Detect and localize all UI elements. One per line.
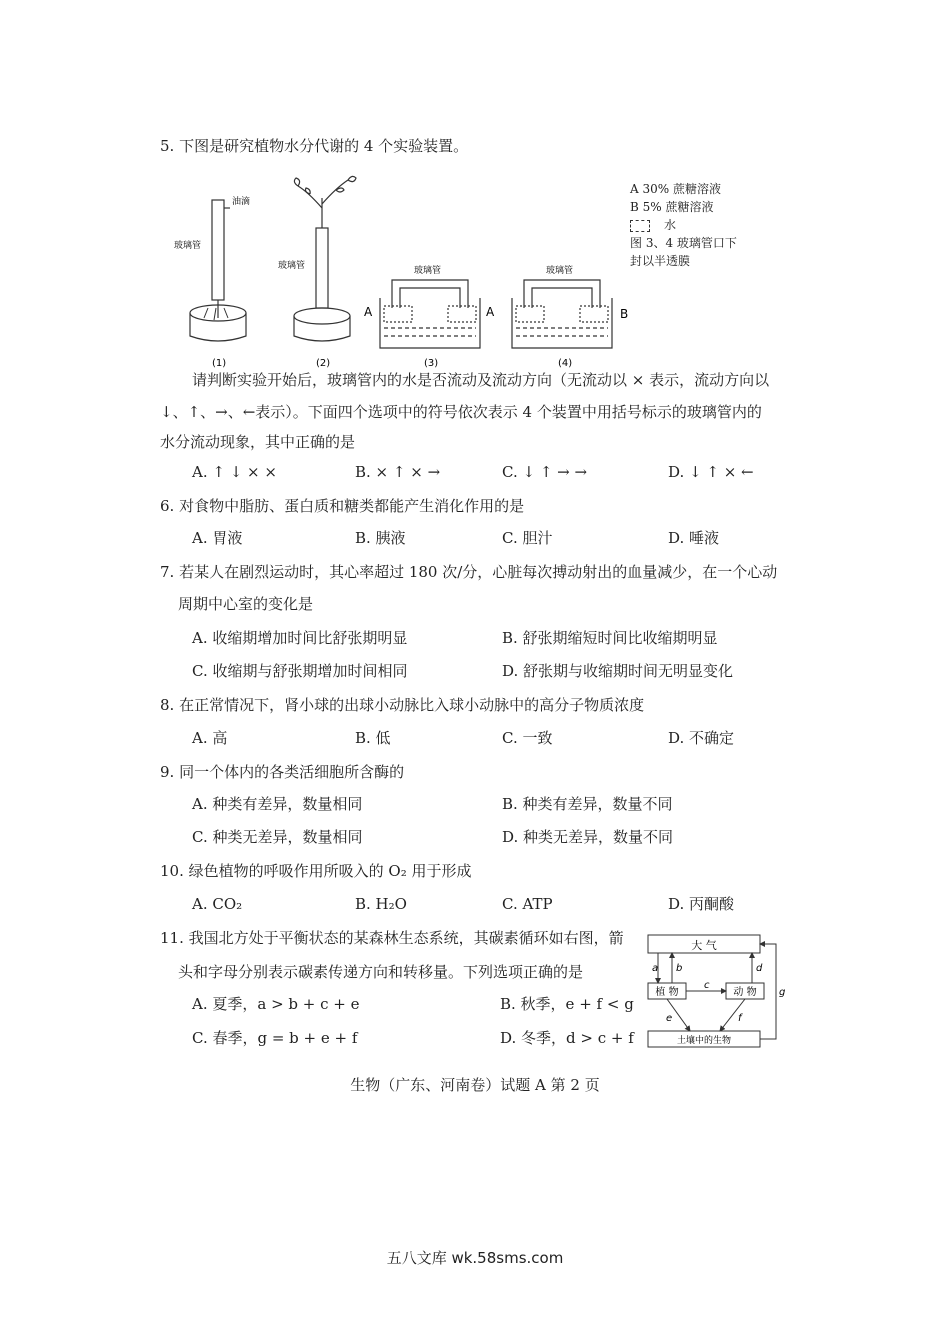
q6-option-d: D. 唾液 bbox=[668, 529, 720, 547]
legend-note-1: 图 3、4 玻璃管口下 bbox=[630, 236, 737, 250]
q7-stem2: 周期中心室的变化是 bbox=[178, 595, 314, 613]
label-g: g bbox=[779, 987, 786, 998]
arrow-g bbox=[760, 944, 776, 1039]
q7-option-a: A. 收缩期增加时间比舒张期明显 bbox=[192, 629, 408, 647]
watermark: 五八文库 wk.58sms.com bbox=[386, 1249, 564, 1267]
glass-tube-label-1: 玻璃管 bbox=[174, 241, 202, 251]
q10-stem: 10. 绿色植物的呼吸作用所吸入的 O₂ 用于形成 bbox=[160, 862, 472, 880]
label-A-right: A bbox=[486, 305, 495, 319]
label-A-left: A bbox=[364, 305, 373, 319]
q5-option-b: B. × ↑ × → bbox=[355, 463, 441, 481]
q6-option-c: C. 胆汁 bbox=[502, 529, 553, 547]
num-4: (4) bbox=[558, 358, 573, 369]
q9-option-b: B. 种类有差异，数量不同 bbox=[502, 795, 673, 813]
device-1 bbox=[190, 200, 246, 341]
q7-stem: 7. 若某人在剧烈运动时，其心率超过 180 次/分，心脏每次搏动射出的血量减少，在一个心动 bbox=[160, 563, 778, 581]
q5-stem: 5. 下图是研究植物水分代谢的 4 个实验装置。 bbox=[160, 137, 469, 155]
atmosphere-label: 大 气 bbox=[691, 939, 717, 952]
q11-option-d: D. 冬季，d > c + f bbox=[500, 1029, 634, 1047]
label-a: a bbox=[652, 963, 659, 974]
legend-water: 水 bbox=[630, 216, 737, 234]
q5-legend bbox=[630, 180, 737, 270]
carbon-cycle-diagram bbox=[640, 925, 790, 1055]
q11-option-b: B. 秋季，e + f < g bbox=[500, 995, 634, 1013]
q5-option-d: D. ↓ ↑ × ← bbox=[668, 463, 754, 481]
q5-line1: 请判断实验开始后，玻璃管内的水是否流动及流动方向（无流动以 × 表示，流动方向以 bbox=[192, 371, 770, 389]
q10-option-d: D. 丙酮酸 bbox=[668, 895, 735, 913]
label-c: c bbox=[704, 980, 710, 991]
num-3: (3) bbox=[424, 358, 439, 369]
label-B-right: B bbox=[620, 307, 629, 321]
q5-option-c: C. ↓ ↑ → → bbox=[502, 463, 588, 481]
device-3 bbox=[380, 280, 480, 348]
q6-option-b: B. 胰液 bbox=[355, 529, 406, 547]
q8-option-c: C. 一致 bbox=[502, 729, 553, 747]
label-f: f bbox=[738, 1013, 742, 1024]
q9-stem: 9. 同一个体内的各类活细胞所含酶的 bbox=[160, 763, 405, 781]
q9-option-c: C. 种类无差异，数量相同 bbox=[192, 828, 363, 846]
q11-option-a: A. 夏季，a > b + c + e bbox=[192, 995, 360, 1013]
q5-line2: ↓、↑、→、←表示）。下面四个选项中的符号依次表示 4 个装置中用括号标示的玻璃管内的 bbox=[160, 403, 762, 421]
page-footer: 生物（广东、河南卷）试题 A 第 2 页 bbox=[350, 1076, 600, 1094]
q10-option-c: C. ATP bbox=[502, 895, 553, 913]
q10-option-a: A. CO₂ bbox=[192, 895, 243, 913]
legend-a: A 30% 蔗糖溶液 bbox=[630, 182, 721, 196]
q8-stem: 8. 在正常情况下，肾小球的出球小动脉比入球小动脉中的高分子物质浓度 bbox=[160, 696, 645, 714]
q8-option-d: D. 不确定 bbox=[668, 729, 735, 747]
q11-option-c: C. 春季，g = b + e + f bbox=[192, 1029, 358, 1047]
device-4 bbox=[512, 280, 612, 348]
num-1: (1) bbox=[212, 358, 227, 369]
plant-label: 植 物 bbox=[655, 987, 679, 998]
q5-option-a: A. ↑ ↓ × × bbox=[192, 463, 277, 481]
soil-label: 土壤中的生物 bbox=[676, 1036, 732, 1046]
oil-label: 油滴 bbox=[232, 197, 251, 207]
glass-tube-label-2: 玻璃管 bbox=[278, 261, 306, 271]
q11-stem2: 头和字母分别表示碳素传递方向和转移量。下列选项正确的是 bbox=[178, 963, 584, 981]
num-2: (2) bbox=[316, 358, 331, 369]
q10-option-b: B. H₂O bbox=[355, 895, 407, 913]
q11-stem: 11. 我国北方处于平衡状态的某森林生态系统，其碳素循环如右图，箭 bbox=[160, 929, 624, 947]
q8-option-a: A. 高 bbox=[192, 729, 228, 747]
glass-tube-label-3: 玻璃管 bbox=[414, 266, 442, 276]
label-b: b bbox=[676, 963, 683, 974]
legend-note-2: 封以半透膜 bbox=[630, 254, 691, 268]
glass-tube-label-4: 玻璃管 bbox=[546, 266, 574, 276]
q7-option-d: D. 舒张期与收缩期时间无明显变化 bbox=[502, 662, 734, 680]
label-d: d bbox=[756, 963, 763, 974]
q8-option-b: B. 低 bbox=[355, 729, 391, 747]
animal-label: 动 物 bbox=[733, 987, 757, 998]
q7-option-b: B. 舒张期缩短时间比收缩期明显 bbox=[502, 629, 718, 647]
q6-option-a: A. 胃液 bbox=[192, 529, 243, 547]
q6-stem: 6. 对食物中脂肪、蛋白质和糖类都能产生消化作用的是 bbox=[160, 497, 525, 515]
legend-b: B 5% 蔗糖溶液 bbox=[630, 200, 714, 214]
q7-option-c: C. 收缩期与舒张期增加时间相同 bbox=[192, 662, 408, 680]
device-2 bbox=[294, 176, 356, 341]
label-e: e bbox=[666, 1013, 673, 1024]
q5-line3: 水分流动现象，其中正确的是 bbox=[160, 433, 356, 451]
q9-option-a: A. 种类有差异，数量相同 bbox=[192, 795, 363, 813]
q9-option-d: D. 种类无差异，数量不同 bbox=[502, 828, 674, 846]
